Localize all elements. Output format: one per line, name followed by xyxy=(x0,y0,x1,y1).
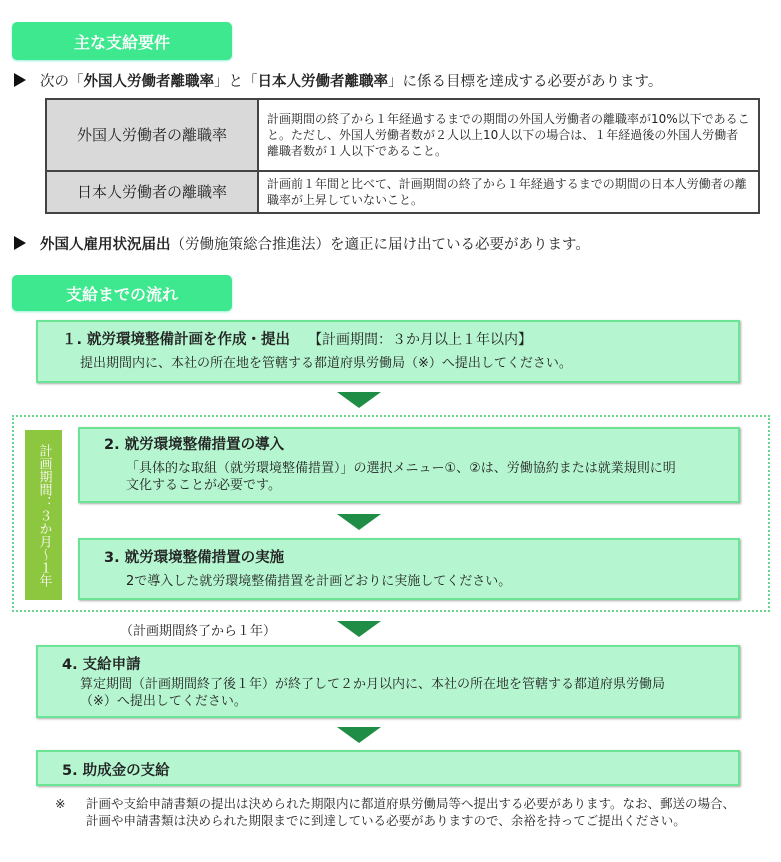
bold-text: 外国人雇用状況届出 xyxy=(40,237,171,253)
step-period: 【計画期間：３か月以上１年以内】 xyxy=(308,332,533,348)
requirement-bullet-1 xyxy=(14,70,662,91)
step-title: 5. 助成金の支給 xyxy=(62,763,170,779)
bold-text: 外国人労働者離職率 xyxy=(83,74,214,90)
step-4-box xyxy=(36,645,740,718)
text: 」に係る目標を達成する必要があります。 xyxy=(388,74,663,90)
triangle-bullet-icon xyxy=(14,73,26,87)
requirements-table xyxy=(45,98,760,214)
step-desc: 提出期間内に、本社の所在地を管轄する都道府県労働局（※）へ提出してください。 xyxy=(80,356,572,371)
step-title: 3. 就労環境整備措置の実施 xyxy=(104,550,285,566)
row-label: 外国人労働者の離職率 xyxy=(46,99,258,171)
bold-text: 日本人労働者離職率 xyxy=(257,74,388,90)
table-row xyxy=(46,99,759,171)
row-label: 日本人労働者の離職率 xyxy=(46,171,258,213)
down-arrow-icon xyxy=(337,727,381,743)
note-text: 計画や支給申請書類の提出は決められた期限内に都道府県労働局等へ提出する必要があります。なお、郵送の場合、計画や申請書類は決められた期限までに到達している必要がありますので、余裕を持ってご提出ください。 xyxy=(86,796,736,828)
text: 」と「 xyxy=(214,74,258,90)
step-1-box xyxy=(36,320,740,383)
down-arrow-icon xyxy=(337,392,381,408)
step-desc: 2で導入した就労環境整備措置を計画どおりに実施してください。 xyxy=(126,574,512,589)
down-arrow-icon xyxy=(337,621,381,637)
step-2-box xyxy=(78,427,740,503)
step-title: 2. 就労環境整備措置の導入 xyxy=(104,437,285,453)
interval-label: （計画期間終了から１年） xyxy=(120,624,277,639)
row-text: 計画期間の終了から１年経過するまでの期間の外国人労働者の離職率が10%以下であること。ただし、外国人労働者数が２人以上10人以下の場合は、１年経過後の外国人労働者離職者数が１人以下であること。 xyxy=(258,99,759,171)
step-desc: 「具体的な取組（就労環境整備措置）」の選択メニュー①、②は、労働協約または就業規則に明文化することが必要です。 xyxy=(126,461,676,493)
step-title: １. 就労環境整備計画を作成・提出 xyxy=(62,332,291,348)
step-title: 4. 支給申請 xyxy=(62,657,141,673)
triangle-bullet-icon xyxy=(14,236,26,250)
step-3-box xyxy=(78,538,740,600)
text: （労働施策総合推進法）を適正に届け出ている必要があります。 xyxy=(170,237,590,253)
requirement-bullet-2 xyxy=(14,233,590,254)
step-desc: 算定期間（計画期間終了後１年）が終了して２か月以内に、本社の所在地を管轄する都道府県労働局（※）へ提出してください。 xyxy=(80,677,666,709)
table-row xyxy=(46,171,759,213)
down-arrow-icon xyxy=(337,514,381,530)
row-text: 計画前１年間と比べて、計画期間の終了から１年経過するまでの期間の日本人労働者の離職率が上昇していないこと。 xyxy=(258,171,759,213)
text: 次の「 xyxy=(40,74,84,90)
plan-period-label: 計画期間：３か月〜１年 xyxy=(25,430,62,600)
section-heading-flow: 支給までの流れ xyxy=(12,275,232,311)
section-heading-requirements: 主な支給要件 xyxy=(12,22,232,60)
step-5-box xyxy=(36,750,740,786)
note-mark: ※ xyxy=(55,796,66,811)
